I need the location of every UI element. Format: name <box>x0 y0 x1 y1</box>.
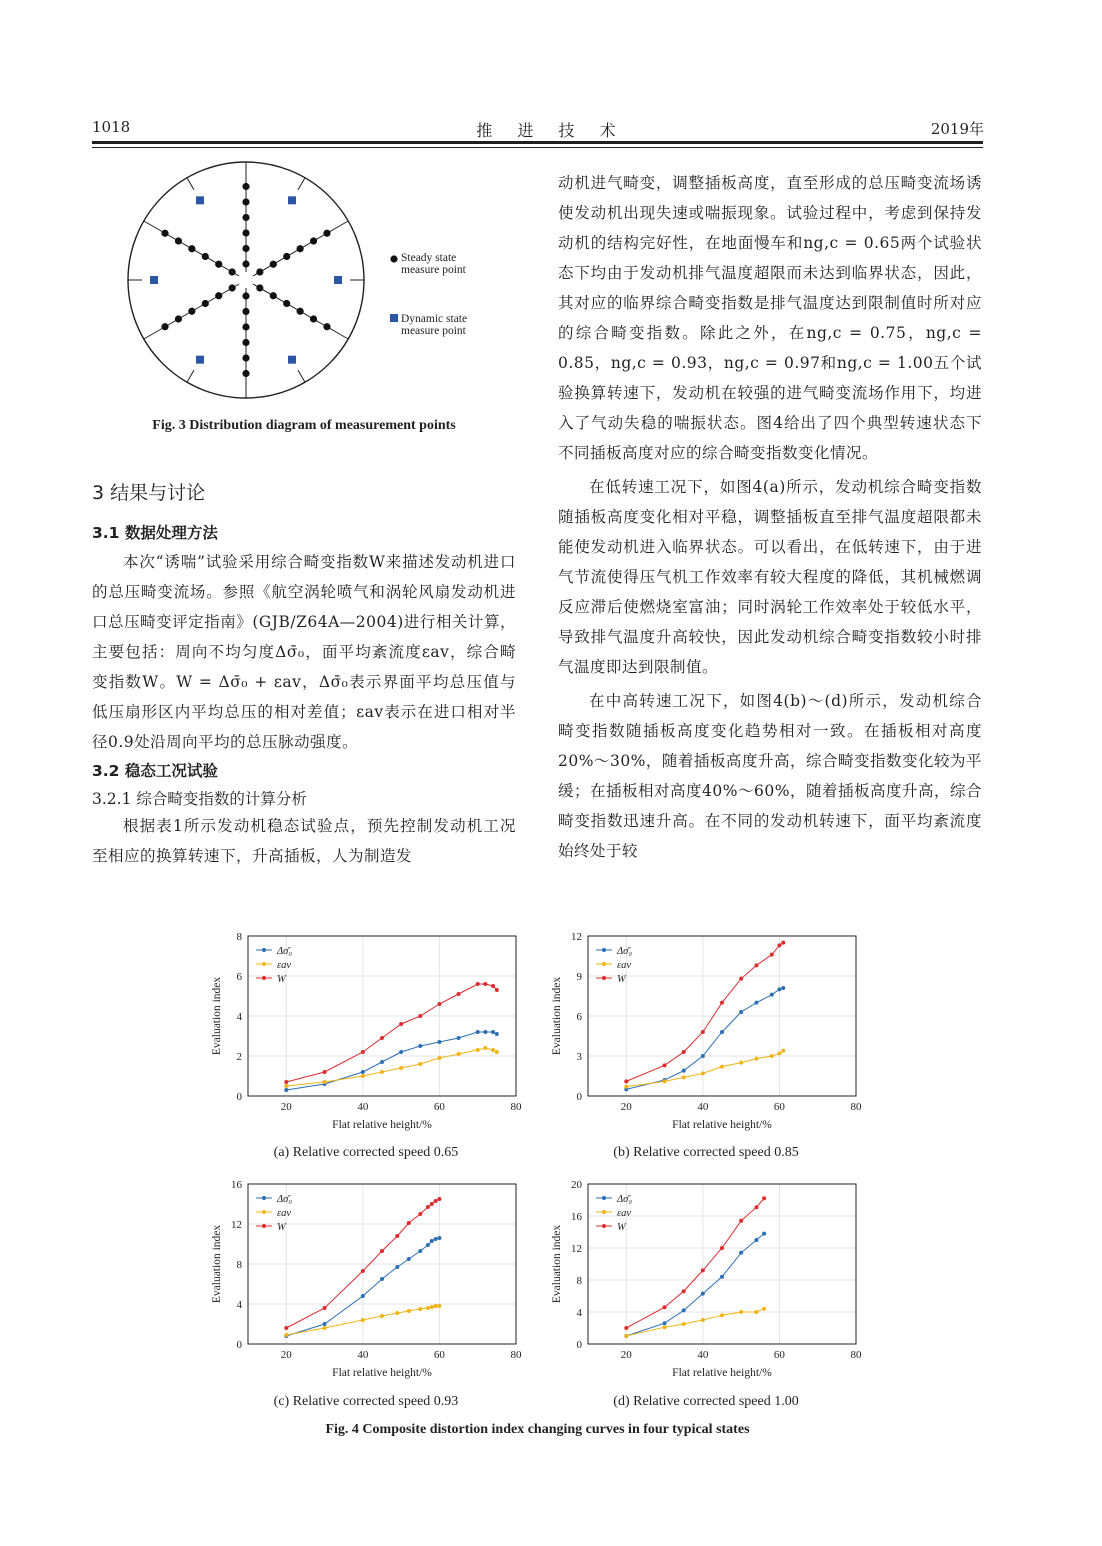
data-point <box>701 1292 705 1296</box>
steady-point <box>242 370 249 377</box>
legend-steady-label: Steady state <box>401 252 457 264</box>
series-line <box>626 988 783 1089</box>
legend-marker <box>262 1224 266 1228</box>
dynamic-point <box>288 356 296 364</box>
data-point <box>777 943 781 947</box>
data-point <box>762 1307 766 1311</box>
steady-point <box>161 323 168 330</box>
data-point <box>495 1032 499 1036</box>
legend-dynamic-marker <box>390 314 398 322</box>
data-point <box>380 1060 384 1064</box>
steady-point <box>215 292 222 299</box>
data-point <box>682 1050 686 1054</box>
legend-dynamic-label: measure point <box>401 325 466 337</box>
data-point <box>457 992 461 996</box>
data-point <box>682 1069 686 1073</box>
x-axis-label: Flat relative height/% <box>672 1119 772 1131</box>
series-line <box>286 984 497 1082</box>
data-point <box>720 1030 724 1034</box>
y-tick-label: 16 <box>231 1179 242 1191</box>
data-point <box>323 1306 327 1310</box>
dynamic-point <box>196 356 204 364</box>
steady-point <box>270 261 277 268</box>
steady-point <box>242 292 249 299</box>
steady-point <box>242 323 249 330</box>
steady-point <box>215 261 222 268</box>
x-tick-label: 20 <box>280 1349 292 1361</box>
data-point <box>739 1010 743 1014</box>
data-point <box>437 1236 441 1240</box>
steady-point <box>242 229 249 236</box>
data-point <box>430 1305 434 1309</box>
data-point <box>418 1044 422 1048</box>
data-point <box>491 1030 495 1034</box>
data-point <box>476 982 480 986</box>
x-axis-label: Flat relative height/% <box>332 1367 432 1379</box>
steady-point <box>161 230 168 237</box>
data-point <box>682 1322 686 1326</box>
series-line <box>626 943 783 1082</box>
y-tick-label: 8 <box>576 1275 582 1287</box>
data-point <box>739 1061 743 1065</box>
data-point <box>720 1313 724 1317</box>
probe-line <box>298 370 305 382</box>
series-line <box>626 1309 764 1336</box>
data-point <box>663 1325 667 1329</box>
data-point <box>720 1246 724 1250</box>
data-point <box>437 1040 441 1044</box>
steady-point <box>310 315 317 322</box>
data-point <box>483 982 487 986</box>
measurement-points-diagram <box>92 160 516 410</box>
header-rule-thin <box>92 147 983 148</box>
x-tick-label: 60 <box>773 1101 785 1113</box>
data-point <box>361 1318 365 1322</box>
x-tick-label: 20 <box>620 1349 632 1361</box>
dynamic-point <box>150 276 158 284</box>
steady-point <box>323 230 330 237</box>
data-point <box>323 1080 327 1084</box>
steady-point <box>202 300 209 307</box>
legend-label: εav <box>617 1208 632 1219</box>
legend-label: Δσ̄₀ <box>617 946 632 957</box>
data-point <box>495 1050 499 1054</box>
data-point <box>754 1057 758 1061</box>
steady-point <box>229 284 236 291</box>
x-tick-label: 60 <box>773 1349 785 1361</box>
data-point <box>754 1238 758 1242</box>
probe-line <box>187 370 194 382</box>
x-tick-label: 20 <box>620 1101 632 1113</box>
data-point <box>624 1334 628 1338</box>
legend-marker <box>262 976 266 980</box>
series-line <box>286 1032 497 1090</box>
data-point <box>739 1251 743 1255</box>
y-axis-label: Evaluation index <box>551 1224 563 1304</box>
chart-d <box>546 1176 866 1394</box>
data-point <box>739 1219 743 1223</box>
data-point <box>663 1063 667 1067</box>
steady-point <box>242 339 249 346</box>
x-tick-label: 80 <box>510 1349 522 1361</box>
x-axis-label: Flat relative height/% <box>672 1367 772 1379</box>
y-tick-label: 4 <box>236 1299 242 1311</box>
legend-label: Δσ̄₀ <box>277 946 292 957</box>
dynamic-point <box>288 196 296 204</box>
data-point <box>434 1237 438 1241</box>
data-point <box>284 1080 288 1084</box>
data-point <box>739 1310 743 1314</box>
data-point <box>407 1309 411 1313</box>
steady-point <box>175 315 182 322</box>
legend-label: εav <box>277 1208 292 1219</box>
data-point <box>491 1048 495 1052</box>
data-point <box>380 1314 384 1318</box>
data-point <box>663 1321 667 1325</box>
data-point <box>361 1269 365 1273</box>
figure-4-caption: Fig. 4 Composite distortion index changing curves in four typical states <box>325 1422 750 1437</box>
legend-label: Δσ̄₀ <box>277 1194 292 1205</box>
data-point <box>418 1212 422 1216</box>
steady-point <box>242 308 249 315</box>
paragraph: 根据表1所示发动机稳态试验点，预先控制发动机工况至相应的换算转速下，升高插板，人为制造发 <box>92 817 516 865</box>
data-point <box>361 1070 365 1074</box>
steady-point <box>229 268 236 275</box>
data-point <box>399 1022 403 1026</box>
data-point <box>395 1311 399 1315</box>
data-point <box>770 993 774 997</box>
y-axis-label: Evaluation index <box>211 976 223 1056</box>
data-point <box>777 987 781 991</box>
y-tick-label: 2 <box>236 1051 242 1063</box>
data-point <box>483 1046 487 1050</box>
data-point <box>418 1307 422 1311</box>
data-point <box>380 1249 384 1253</box>
series-line <box>626 1234 764 1336</box>
data-point <box>399 1066 403 1070</box>
data-point <box>483 1030 487 1034</box>
data-point <box>434 1304 438 1308</box>
data-point <box>361 1074 365 1078</box>
data-point <box>437 1304 441 1308</box>
x-tick-label: 20 <box>280 1101 292 1113</box>
legend-marker <box>602 1210 606 1214</box>
steady-point <box>188 308 195 315</box>
header-rule <box>92 141 983 144</box>
steady-point <box>242 245 249 252</box>
data-point <box>434 1199 438 1203</box>
y-tick-label: 16 <box>571 1211 582 1223</box>
year: 2019年 <box>930 120 984 138</box>
y-tick-label: 6 <box>576 1011 582 1023</box>
y-tick-label: 0 <box>236 1339 242 1351</box>
journal-name: 推 进 技 术 <box>476 121 626 140</box>
x-axis-label: Flat relative height/% <box>332 1119 432 1131</box>
y-tick-label: 0 <box>236 1091 242 1103</box>
data-point <box>770 953 774 957</box>
data-point <box>495 988 499 992</box>
data-point <box>754 1205 758 1209</box>
subcaption-a: (a) Relative corrected speed 0.65 <box>273 1145 459 1160</box>
legend-steady-label: measure point <box>401 264 466 276</box>
data-point <box>284 1333 288 1337</box>
legend-marker <box>602 976 606 980</box>
paragraph: 本次“诱喘”试验采用综合畸变指数W来描述发动机进口的总压畸变流场。参照《航空涡轮喷气和涡轮风扇发动机进口总压畸变评定指南》(GJB/Z64A—2004)进行相关计算，主要包括：周向不均匀度Δσ̄₀，面平均紊流度εav，综合畸变指数W。W = Δσ̄₀ + εav，Δσ̄₀表示界面平均总压值与低压扇形区内平均总压的相对差值；εav表示在进口相对半径0.9处沿周向平均的总压脉动强度。 <box>92 553 516 751</box>
legend-marker <box>602 962 606 966</box>
x-tick-label: 40 <box>697 1349 709 1361</box>
data-point <box>781 986 785 990</box>
data-point <box>395 1265 399 1269</box>
data-point <box>418 1014 422 1018</box>
steady-point <box>256 268 263 275</box>
section-heading: 3 结果与讨论 <box>92 482 206 504</box>
steady-point <box>202 253 209 260</box>
subcaption-b: (b) Relative corrected speed 0.85 <box>613 1145 799 1160</box>
y-tick-label: 4 <box>236 1011 242 1023</box>
data-point <box>624 1326 628 1330</box>
dynamic-point <box>196 196 204 204</box>
steady-point <box>242 354 249 361</box>
subsection-heading: 3.1 数据处理方法 <box>92 524 218 542</box>
data-point <box>437 1197 441 1201</box>
legend-marker <box>262 1210 266 1214</box>
legend-marker <box>262 1196 266 1200</box>
steady-point <box>175 237 182 244</box>
left-column <box>92 478 516 871</box>
data-point <box>720 1275 724 1279</box>
data-point <box>457 1052 461 1056</box>
subcaption-d: (d) Relative corrected speed 1.00 <box>613 1394 799 1409</box>
data-point <box>701 1054 705 1058</box>
data-point <box>437 1056 441 1060</box>
data-point <box>720 1065 724 1069</box>
steady-point <box>242 214 249 221</box>
data-point <box>430 1239 434 1243</box>
steady-point <box>310 237 317 244</box>
y-axis-label: Evaluation index <box>211 1224 223 1304</box>
data-point <box>323 1322 327 1326</box>
x-tick-label: 60 <box>433 1101 445 1113</box>
data-point <box>781 941 785 945</box>
data-point <box>754 1001 758 1005</box>
data-point <box>426 1205 430 1209</box>
data-point <box>407 1221 411 1225</box>
y-tick-label: 12 <box>571 931 582 943</box>
y-tick-label: 0 <box>576 1339 582 1351</box>
data-point <box>323 1070 327 1074</box>
data-point <box>682 1289 686 1293</box>
y-tick-label: 4 <box>576 1307 582 1319</box>
data-point <box>457 1036 461 1040</box>
y-tick-label: 12 <box>231 1219 242 1231</box>
probe-line <box>187 178 194 190</box>
data-point <box>284 1326 288 1330</box>
data-point <box>762 1196 766 1200</box>
legend-marker <box>262 948 266 952</box>
right-column <box>558 168 982 866</box>
y-tick-label: 8 <box>236 1259 242 1271</box>
chart-c <box>206 1176 526 1394</box>
data-point <box>720 1001 724 1005</box>
steady-point <box>242 198 249 205</box>
paragraph: 在低转速工况下，如图4(a)所示，发动机综合畸变指数随插板高度变化相对平稳，调整插板直至排气温度超限都未能使发动机进入临界状态。可以看出，在低转速下，由于进气节流使得压气机工作效率有较大程度的降低，其机械燃调反应滞后使燃烧室富油；同时涡轮工作效率处于较低水平，导致排气温度升高较快，因此发动机综合畸变指数较小时排气温度即达到限制值。 <box>558 478 982 676</box>
y-tick-label: 8 <box>236 931 242 943</box>
legend-label: W <box>277 974 286 985</box>
data-point <box>395 1234 399 1238</box>
data-point <box>380 1277 384 1281</box>
subcaption-c: (c) Relative corrected speed 0.93 <box>273 1394 459 1409</box>
data-point <box>754 1310 758 1314</box>
data-point <box>430 1202 434 1206</box>
data-point <box>701 1268 705 1272</box>
series-line <box>286 1048 497 1086</box>
y-tick-label: 20 <box>571 1179 582 1191</box>
data-point <box>284 1088 288 1092</box>
steady-point <box>270 292 277 299</box>
legend-dynamic-label: Dynamic state <box>401 313 468 325</box>
data-point <box>284 1084 288 1088</box>
legend-label: εav <box>617 960 632 971</box>
data-point <box>663 1305 667 1309</box>
x-tick-label: 40 <box>697 1101 709 1113</box>
probe-line <box>298 178 305 190</box>
legend-steady-marker <box>390 255 397 262</box>
data-point <box>418 1062 422 1066</box>
data-point <box>399 1050 403 1054</box>
data-point <box>701 1071 705 1075</box>
steady-point <box>297 245 304 252</box>
data-point <box>682 1308 686 1312</box>
page-number: 1018 <box>92 118 131 136</box>
data-point <box>380 1070 384 1074</box>
data-point <box>701 1030 705 1034</box>
legend-label: Δσ̄₀ <box>617 1194 632 1205</box>
data-point <box>491 984 495 988</box>
data-point <box>426 1306 430 1310</box>
figure-3 <box>92 160 516 410</box>
data-point <box>762 1232 766 1236</box>
data-point <box>426 1243 430 1247</box>
legend-marker <box>602 1224 606 1228</box>
data-point <box>770 1054 774 1058</box>
data-point <box>380 1036 384 1040</box>
data-point <box>476 1030 480 1034</box>
steady-point <box>323 323 330 330</box>
data-point <box>624 1079 628 1083</box>
data-point <box>754 963 758 967</box>
data-point <box>361 1294 365 1298</box>
x-tick-label: 80 <box>510 1101 522 1113</box>
data-point <box>437 1002 441 1006</box>
data-point <box>407 1257 411 1261</box>
y-tick-label: 6 <box>236 971 242 983</box>
chart-a <box>206 928 526 1146</box>
series-line <box>626 1198 764 1328</box>
x-tick-label: 40 <box>357 1349 369 1361</box>
subsection-heading: 3.2 稳态工况试验 <box>92 762 218 780</box>
steady-point <box>283 300 290 307</box>
steady-point <box>242 260 249 267</box>
data-point <box>418 1249 422 1253</box>
x-tick-label: 80 <box>850 1349 862 1361</box>
figure-3-caption: Fig. 3 Distribution diagram of measurement points <box>152 418 456 433</box>
legend-marker <box>262 962 266 966</box>
y-tick-label: 3 <box>576 1051 582 1063</box>
dynamic-point <box>334 276 342 284</box>
steady-point <box>188 245 195 252</box>
data-point <box>777 1051 781 1055</box>
data-point <box>682 1075 686 1079</box>
data-point <box>663 1079 667 1083</box>
steady-point <box>297 308 304 315</box>
y-tick-label: 0 <box>576 1091 582 1103</box>
y-tick-label: 12 <box>571 1243 582 1255</box>
x-tick-label: 40 <box>357 1101 369 1113</box>
chart-b <box>546 928 866 1146</box>
legend-label: W <box>617 1222 626 1233</box>
data-point <box>476 1048 480 1052</box>
data-point <box>781 1049 785 1053</box>
legend-label: εav <box>277 960 292 971</box>
steady-point <box>242 183 249 190</box>
data-point <box>701 1318 705 1322</box>
y-tick-label: 9 <box>576 971 582 983</box>
data-point <box>323 1326 327 1330</box>
legend-marker <box>602 1196 606 1200</box>
legend-label: W <box>617 974 626 985</box>
steady-point <box>283 253 290 260</box>
paragraph: 动机进气畸变，调整插板高度，直至形成的总压畸变流场诱使发动机出现失速或喘振现象。试验过程中，考虑到保持发动机的结构完好性，在地面慢车和ng,c = 0.65两个试验状态下均由于发动机排气温度超限而未达到临界状态，因此，其对应的临界综合畸变指数是排气温度达到限制值时所对应的综合畸变指数。除此之外，在ng,c = 0.75，ng,c = 0.85，ng,c = 0.93，ng,c = 0.97和ng,c = 1.00五个试验换算转速下，发动机在较强的进气畸变流场作用下，均进入了气动失稳的喘振状态。图4给出了四个典型转速状态下不同插板高度对应的综合畸变指数变化情况。 <box>558 174 982 462</box>
y-axis-label: Evaluation index <box>551 976 563 1056</box>
data-point <box>361 1050 365 1054</box>
legend-label: W <box>277 1222 286 1233</box>
x-tick-label: 60 <box>433 1349 445 1361</box>
steady-point <box>256 284 263 291</box>
data-point <box>739 977 743 981</box>
legend-marker <box>602 948 606 952</box>
x-tick-label: 80 <box>850 1101 862 1113</box>
subsubsection-heading: 3.2.1 综合畸变指数的计算分析 <box>92 790 307 808</box>
data-point <box>624 1085 628 1089</box>
paragraph: 在中高转速工况下，如图4(b)～(d)所示，发动机综合畸变指数随插板高度变化趋势相对一致。在插板相对高度20%～30%，随着插板高度升高，综合畸变指数变化较为平缓；在插板相对高度40%～60%，随着插板高度升高，综合畸变指数迅速升高。在不同的发动机转速下，面平均紊流度始终处于较 <box>558 692 982 860</box>
